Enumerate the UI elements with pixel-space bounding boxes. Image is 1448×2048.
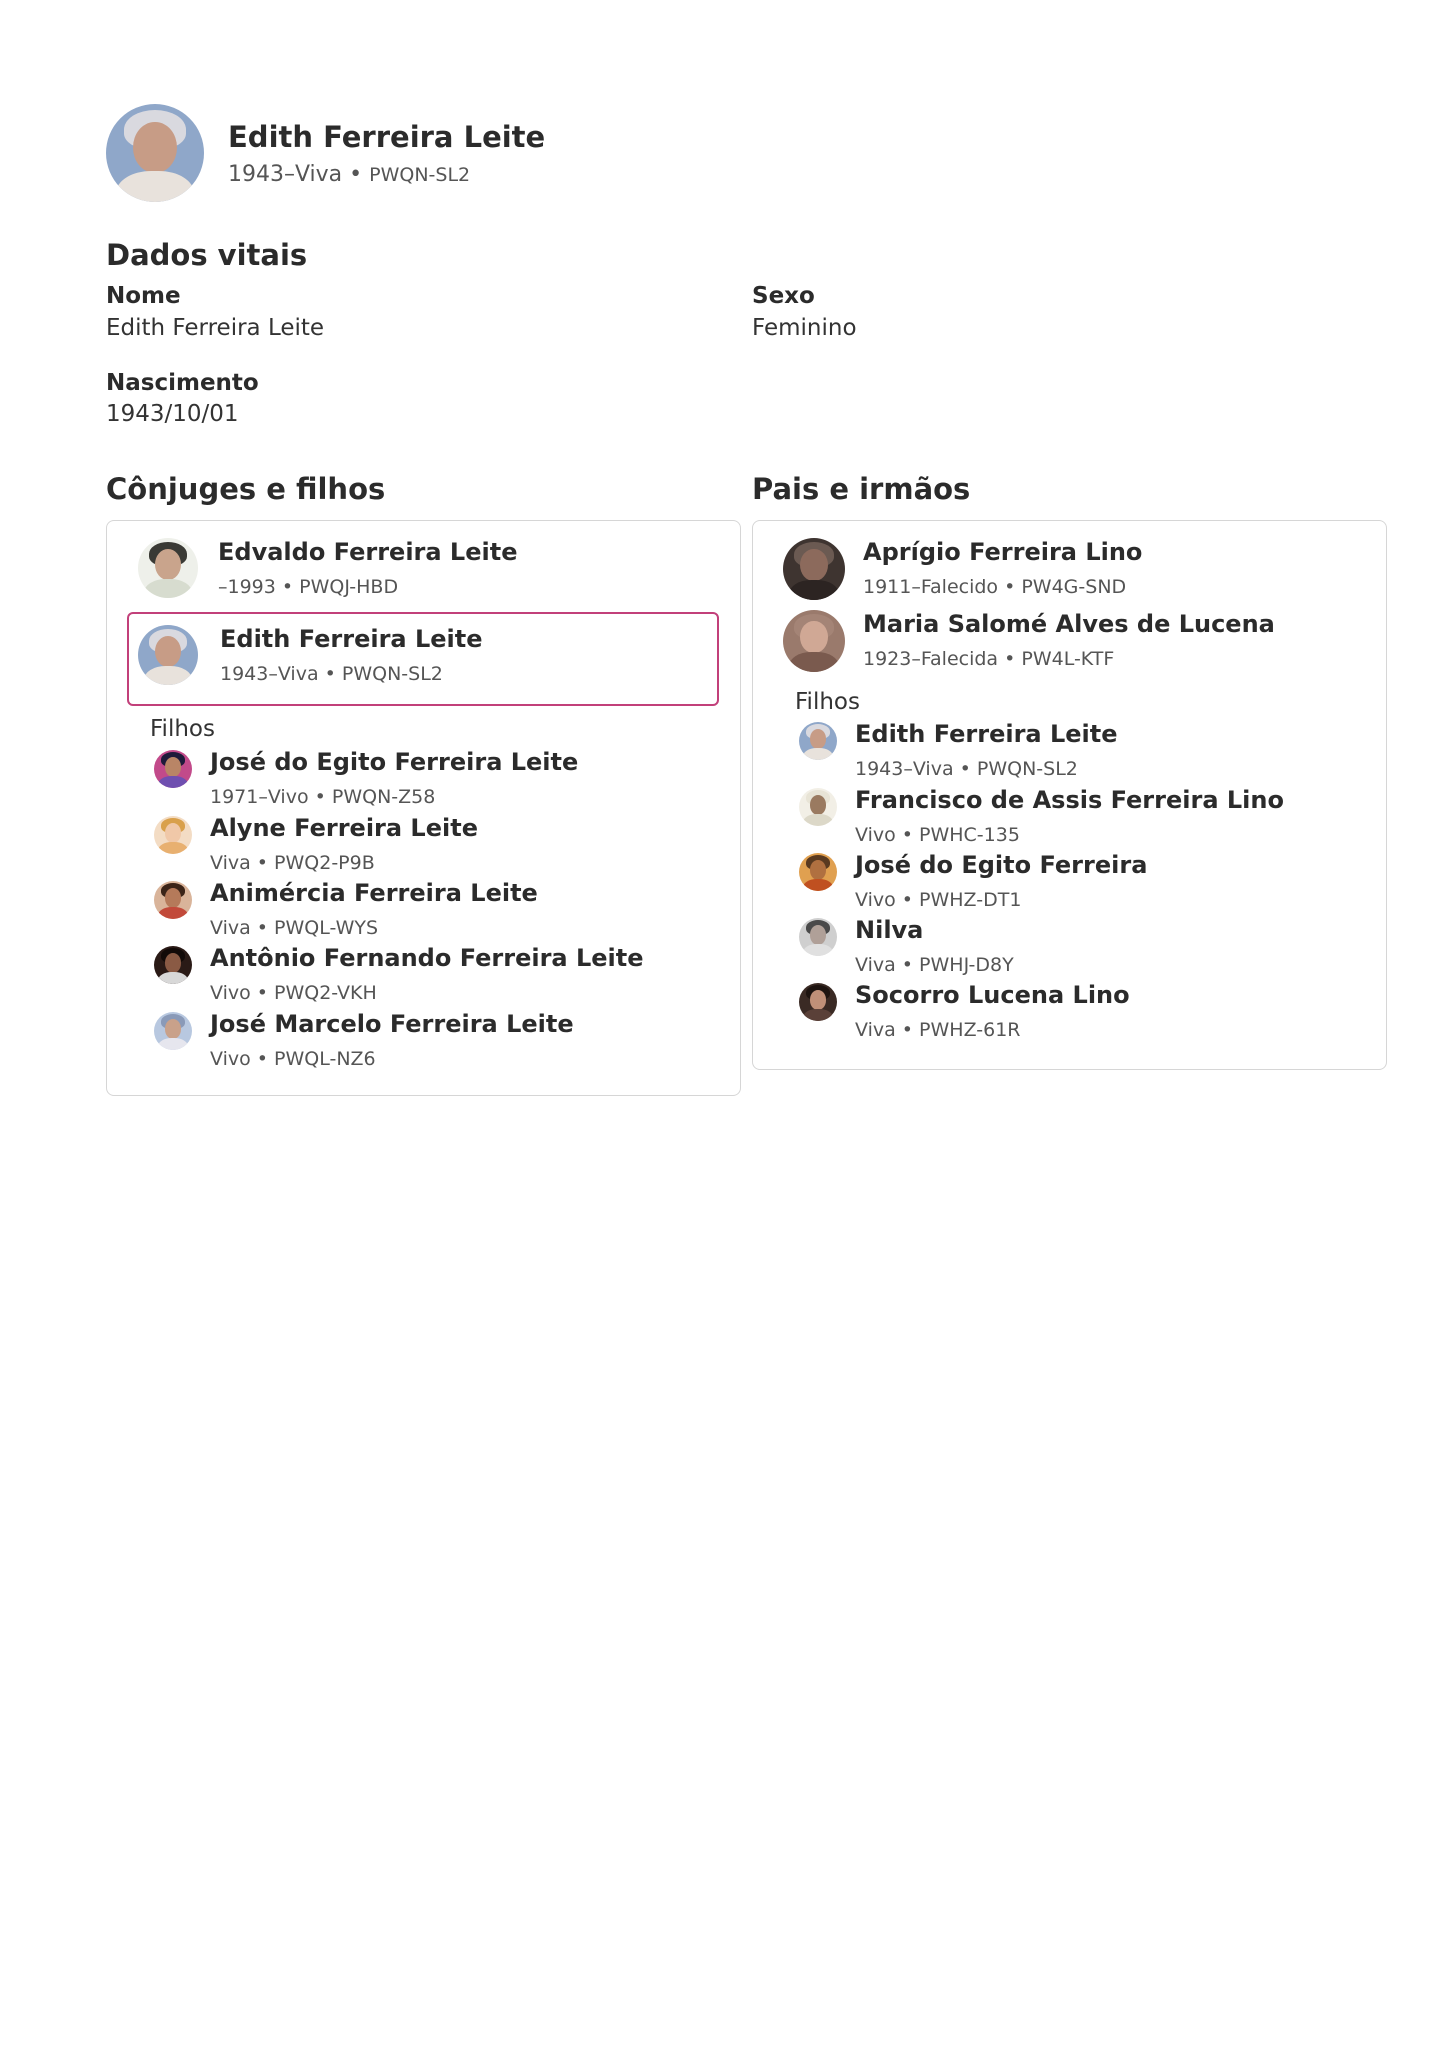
birth-label: Nascimento: [106, 370, 259, 396]
sibling-avatar: [799, 853, 837, 891]
mother-name[interactable]: Maria Salomé Alves de Lucena: [863, 610, 1275, 638]
child-avatar: [154, 881, 192, 919]
sibling-avatar: [799, 918, 837, 956]
self-entry[interactable]: [138, 625, 483, 685]
child-avatar: [154, 750, 192, 788]
name-label: Nome: [106, 283, 181, 309]
mother-avatar: [783, 610, 845, 672]
sibling-avatar: [799, 788, 837, 826]
child-name[interactable]: José Marcelo Ferreira Leite: [210, 1010, 574, 1038]
father-name[interactable]: Aprígio Ferreira Lino: [863, 538, 1143, 566]
self-name[interactable]: Edith Ferreira Leite: [220, 625, 483, 653]
parents-title: Pais e irmãos: [752, 472, 971, 506]
header-subtitle: [228, 162, 545, 187]
sibling-name[interactable]: Nilva: [855, 916, 924, 944]
child-meta: Viva • PWQ2-P9B: [210, 852, 375, 874]
father-avatar: [783, 538, 845, 600]
child-name[interactable]: Antônio Fernando Ferreira Leite: [210, 944, 644, 972]
sibling-name[interactable]: José do Egito Ferreira: [855, 851, 1148, 879]
child-meta: Vivo • PWQ2-VKH: [210, 982, 377, 1004]
sibling-entry[interactable]: [799, 786, 1284, 846]
person-header: [106, 104, 545, 202]
child-name[interactable]: Alyne Ferreira Leite: [210, 814, 478, 842]
child-entry[interactable]: [154, 748, 578, 808]
father-entry[interactable]: [783, 538, 1142, 600]
child-meta: Viva • PWQL-WYS: [210, 917, 379, 939]
child-avatar: [154, 816, 192, 854]
child-name[interactable]: José do Egito Ferreira Leite: [210, 748, 579, 776]
sibling-meta: Vivo • PWHZ-DT1: [855, 889, 1022, 911]
sibling-name[interactable]: Edith Ferreira Leite: [855, 720, 1118, 748]
sibling-entry[interactable]: [799, 851, 1147, 911]
children-label: Filhos: [150, 716, 215, 742]
self-avatar: [138, 625, 198, 685]
spouse-entry[interactable]: [138, 538, 517, 598]
sibling-name[interactable]: Francisco de Assis Ferreira Lino: [855, 786, 1284, 814]
sex-label: Sexo: [752, 283, 815, 309]
sex-value: Feminino: [752, 315, 857, 341]
child-avatar: [154, 946, 192, 984]
sibling-avatar: [799, 722, 837, 760]
child-entry[interactable]: [154, 814, 478, 874]
sibling-meta: Viva • PWHJ-D8Y: [855, 954, 1014, 976]
sibling-entry[interactable]: [799, 916, 1014, 976]
spouse-meta: –1993 • PWQJ-HBD: [218, 576, 399, 598]
sibling-avatar: [799, 983, 837, 1021]
child-entry[interactable]: [154, 879, 538, 939]
self-meta: 1943–Viva • PWQN-SL2: [220, 663, 443, 685]
siblings-label: Filhos: [795, 689, 860, 715]
header-separator: •: [342, 161, 370, 187]
sibling-name[interactable]: Socorro Lucena Lino: [855, 981, 1130, 1009]
sibling-meta: 1943–Viva • PWQN-SL2: [855, 758, 1078, 780]
profile-avatar[interactable]: [106, 104, 204, 202]
name-value: Edith Ferreira Leite: [106, 315, 325, 341]
child-avatar: [154, 1012, 192, 1050]
header-pid: PWQN-SL2: [369, 163, 471, 186]
mother-entry[interactable]: [783, 610, 1275, 672]
sibling-entry[interactable]: [799, 981, 1130, 1041]
birth-value: 1943/10/01: [106, 401, 239, 427]
spouse-avatar: [138, 538, 198, 598]
sibling-meta: Viva • PWHZ-61R: [855, 1019, 1021, 1041]
father-meta: 1911–Falecido • PW4G-SND: [863, 576, 1127, 598]
vitals-title: Dados vitais: [106, 238, 308, 272]
child-entry[interactable]: [154, 1010, 574, 1070]
child-name[interactable]: Animércia Ferreira Leite: [210, 879, 538, 907]
page-title: Edith Ferreira Leite: [228, 119, 546, 154]
spouse-name[interactable]: Edvaldo Ferreira Leite: [218, 538, 518, 566]
child-entry[interactable]: [154, 944, 644, 1004]
spouses-title: Cônjuges e filhos: [106, 472, 386, 506]
child-meta: 1971–Vivo • PWQN-Z58: [210, 786, 436, 808]
mother-meta: 1923–Falecida • PW4L-KTF: [863, 648, 1115, 670]
header-lifespan: 1943–Viva: [228, 161, 343, 187]
sibling-entry[interactable]: [799, 720, 1118, 780]
child-meta: Vivo • PWQL-NZ6: [210, 1048, 376, 1070]
sibling-meta: Vivo • PWHC-135: [855, 824, 1020, 846]
